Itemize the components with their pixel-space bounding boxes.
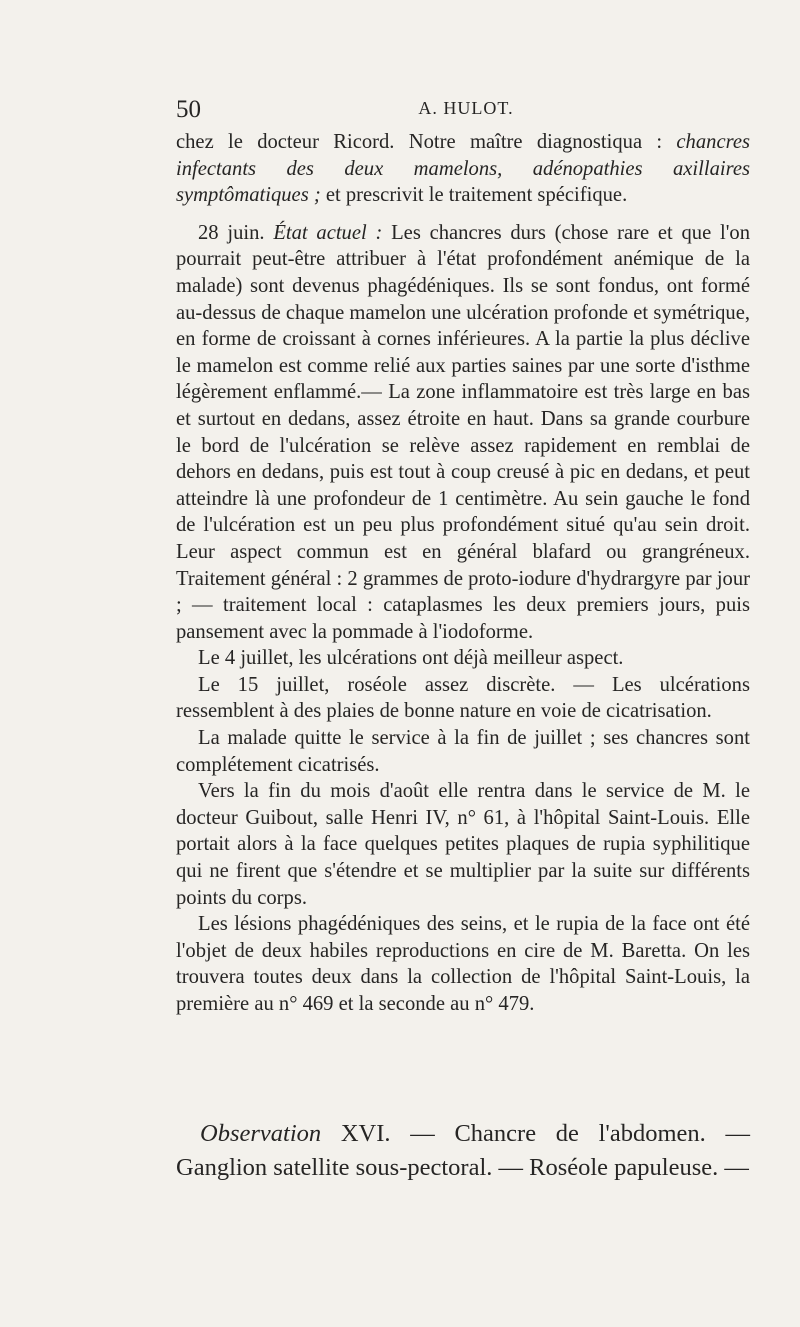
page-number: 50 — [176, 96, 201, 123]
paragraph-lesions: Les lésions phagédéniques des seins, et le rupia de la face ont été l'objet de deux habiles reproductions en cire de M. Baretta. On les trouvera toutes deux dans la collection de l'hôpital Saint-Louis, la première au n° 469 et la seconde au n° 479. — [176, 913, 750, 1015]
p1-italic: chancres infectants des deux mamelons, adénopathies axillaires symptômatiques ; — [176, 131, 750, 207]
p1-intro: chez le docteur Ricord. Notre maître diagnostiqua : — [176, 131, 677, 153]
observation-heading — [176, 1117, 750, 1185]
p2-italic: État actuel : — [273, 221, 383, 244]
paragraph-4-juillet: Le 4 juillet, les ulcérations ont déjà meilleur aspect. — [198, 647, 624, 670]
p2-text: Les chancres durs (chose rare et que l'on pourrait peut-être attribuer à l'état profondément anémique de la malade) sont devenus phagédéniques. Ils se sont fondus, ont formé au-dessus de chaque mamelon une ulcération profonde et symétrique, en forme de croissant à cornes inférieures. A la partie la plus déclive le mamelon est comme relié aux parties saines par une sorte d'isthme légèrement enflammé.— La zone inflammatoire est très large en bas et surtout en dedans, assez étroite en haut. Dans sa grande courbure le bord de l'ulcération se relève assez rapidement en remblai de dehors en dedans, puis est tout à coup creusé à pic en dedans, et peut atteindre là une profondeur de 1 centimètre. Au sein gauche le fond de l'ulcération est un peu plus profondément situé qu'au sein droit. Leur aspect commun est en général blafard ou grangréneux. Traitement général : 2 grammes de proto-iodure d'hydrargyre par jour ; — traitement local : cataplasmes les deux premiers jours, puis pansement avec la pommade à l'iodoforme. — [176, 221, 751, 643]
paragraph-aout: Vers la fin du mois d'août elle rentra dans le service de M. le docteur Guibout, salle Henri IV, n° 61, à l'hôpital Saint-Louis. Elle portait alors à la face quelques petites plaques de rupia syphilitique qui ne firent que s'étendre et se multiplier par la suite sur différents points du corps. — [176, 780, 750, 909]
paragraph-diagnosis — [176, 129, 750, 209]
running-head: A. HULOT. — [418, 98, 514, 118]
paragraph-etat-actuel — [176, 220, 750, 646]
observation-title: XVI. — Chancre de l'abdomen. — Ganglion satellite sous-pectoral. — Roséole papuleuse. — — [176, 1120, 750, 1181]
body-text — [176, 129, 750, 1018]
observation-label: Observation — [200, 1120, 322, 1147]
p1-rest: et prescrivit le traitement spécifique. — [320, 184, 628, 207]
paragraph-sortie: La malade quitte le service à la fin de juillet ; ses chancres sont complétement cicatrisés. — [176, 727, 750, 776]
paragraph-15-juillet: Le 15 juillet, roséole assez discrète. — Les ulcérations ressemblent à des plaies de bonne nature en voie de cicatrisation. — [176, 673, 750, 723]
p2-date: 28 juin. — [198, 221, 274, 244]
page-header — [176, 96, 756, 126]
